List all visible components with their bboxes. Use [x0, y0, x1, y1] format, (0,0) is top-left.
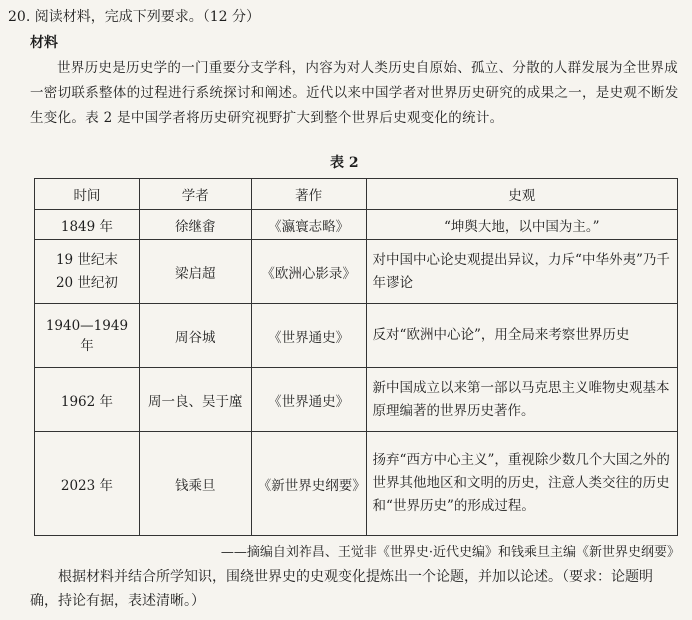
- history-view-table: [34, 178, 678, 536]
- table-row: [35, 210, 678, 240]
- header-time: 时间: [35, 179, 140, 210]
- cell-work: 《新世界史纲要》: [251, 432, 366, 536]
- cell-work: 《世界通史》: [251, 368, 366, 432]
- cell-time: 1962 年: [35, 368, 140, 432]
- cell-work: 《瀛寰志略》: [251, 210, 366, 240]
- cell-scholar: 周一良、吴于廑: [139, 368, 251, 432]
- cell-view: “坤舆大地，以中国为主。”: [366, 210, 677, 240]
- cell-time: 1849 年: [35, 210, 140, 240]
- material-label: 材料: [30, 35, 58, 51]
- table-row: [35, 432, 678, 536]
- header-view: 史观: [366, 179, 677, 210]
- material-paragraph: 世界历史是历史学的一门重要分支学科，内容为对人类历史自原始、孤立、分散的人群发展为全世界成一密切联系整体的过程进行系统探讨和阐述。近代以来中国学者对世界历史研究的成果之一，是史观不断发生变化。表 2 是中国学者将历史研究视野扩大到整个世界后史观变化的统计。: [30, 60, 679, 126]
- cell-time: 1940—1949 年: [35, 304, 140, 368]
- cell-view: 对中国中心论史观提出异议，力斥“中华外夷”乃千年谬论: [366, 240, 677, 304]
- cell-time: 2023 年: [35, 432, 140, 536]
- cell-view: 反对“欧洲中心论”，用全局来考察世界历史: [366, 304, 677, 368]
- table-row: [35, 240, 678, 304]
- table-header-row: [35, 179, 678, 210]
- cell-view: 扬弃“西方中心主义”，重视除少数几个大国之外的世界其他地区和文明的历史，注意人类交往的历史和“世界历史”的形成过程。: [366, 432, 677, 536]
- cell-work: 《世界通史》: [251, 304, 366, 368]
- cell-view: 新中国成立以来第一部以马克思主义唯物史观基本原理编著的世界历史著作。: [366, 368, 677, 432]
- cell-work: 《欧洲心影录》: [251, 240, 366, 304]
- header-scholar: 学者: [139, 179, 251, 210]
- cell-scholar: 周谷城: [139, 304, 251, 368]
- cell-scholar: 钱乘旦: [139, 432, 251, 536]
- cell-time: 19 世纪末 20 世纪初: [35, 240, 140, 304]
- cell-scholar: 梁启超: [139, 240, 251, 304]
- table-row: [35, 304, 678, 368]
- question-header: 20. 阅读材料，完成下列要求。（12 分）: [8, 9, 260, 25]
- source-citation: ——摘编自刘祚昌、王觉非《世界史·近代史编》和钱乘旦主编《新世界史纲要》: [220, 545, 680, 560]
- table-title: 表 2: [330, 155, 359, 171]
- table-row: [35, 368, 678, 432]
- cell-scholar: 徐继畬: [139, 210, 251, 240]
- task-instruction: 根据材料并结合所学知识，围绕世界史的史观变化提炼出一个论题，并加以论述。（要求：论题明确，持论有据，表述清晰。）: [30, 569, 653, 609]
- header-work: 著作: [251, 179, 366, 210]
